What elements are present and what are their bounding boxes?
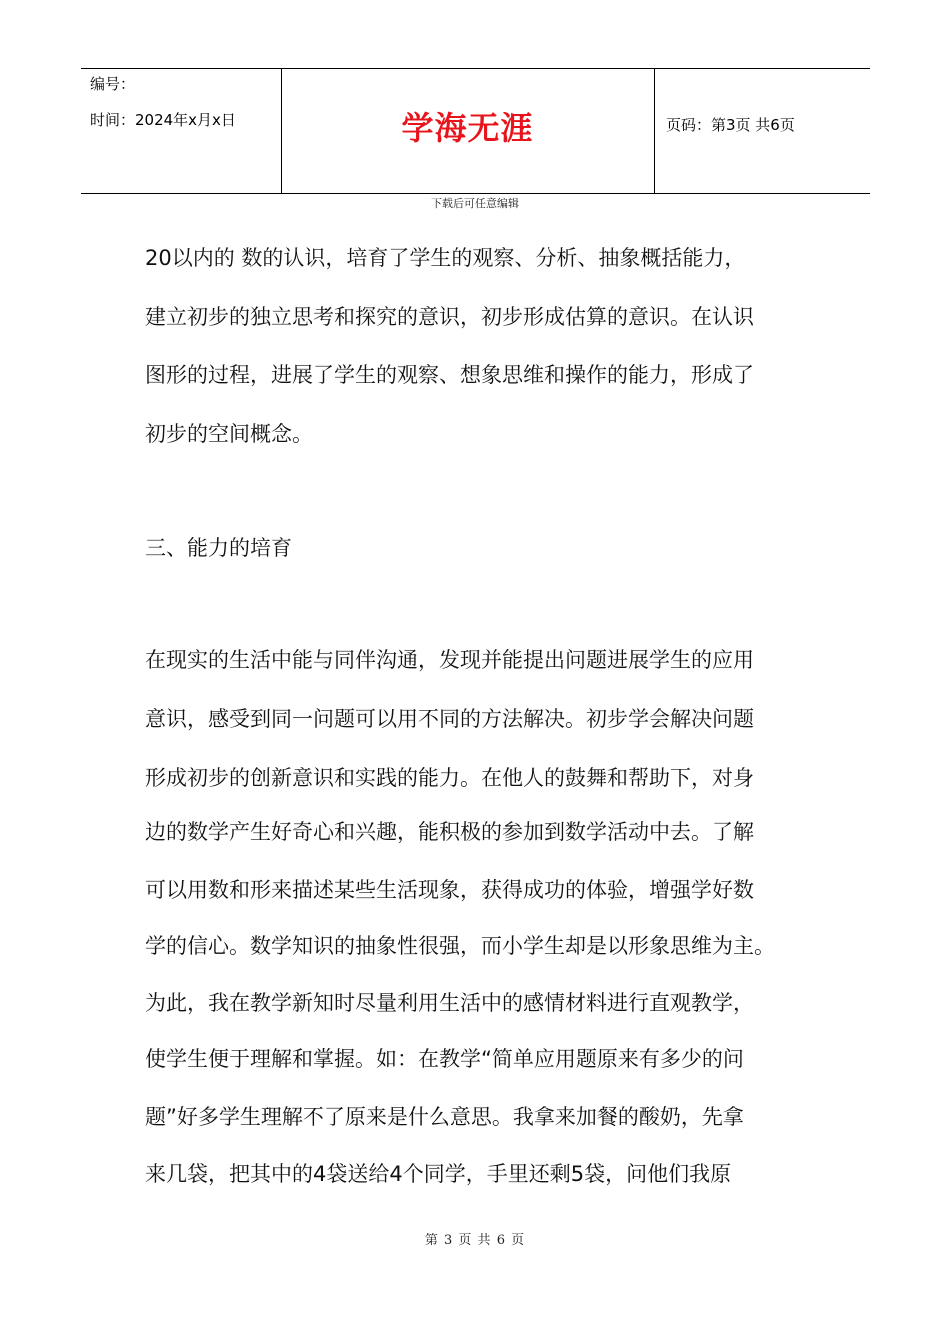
body-line: 在现实的生活中能与同伴沟通，发现并能提出问题进展学生的应用 — [145, 648, 754, 672]
body-line: 建立初步的独立思考和探究的意识，初步形成估算的意识。在认识 — [145, 305, 754, 329]
section-heading: 三、能力的培育 — [145, 536, 292, 560]
body-line: 使学生便于理解和掌握。如：在教学“简单应用题原来有多少的问 — [145, 1047, 744, 1071]
edit-note: 下载后可任意编辑 — [431, 197, 519, 210]
body-line: 为此，我在教学新知时尽量利用生活中的感情材料进行直观教学， — [145, 991, 754, 1015]
body-line: 图形的过程，进展了学生的观察、想象思维和操作的能力，形成了 — [145, 363, 754, 387]
page-footer: 第 3 页 共 6 页 — [424, 1233, 526, 1248]
body-line: 学的信心。数学知识的抽象性很强，而小学生却是以形象思维为主。 — [145, 934, 775, 958]
body-line: 题”好多学生理解不了原来是什么意思。我拿来加餐的酸奶，先拿 — [145, 1105, 744, 1129]
header-title: 学海无涯 — [401, 109, 534, 147]
body-line: 来几袋，把其中的4袋送给4个同学，手里还剩5袋，问他们我原 — [145, 1162, 732, 1186]
document-time-label: 时间：2024年x月x日 — [90, 111, 236, 129]
header-divider-right — [654, 69, 655, 193]
body-line: 可以用数和形来描述某些生活现象，获得成功的体验，增强学好数 — [145, 878, 754, 902]
header-page-label: 页码：第3页 共6页 — [666, 116, 795, 134]
body-line: 20以内的 数的认识，培育了学生的观察、分析、抽象概括能力， — [145, 246, 746, 270]
header-table — [81, 68, 870, 194]
body-line: 初步的空间概念。 — [145, 422, 313, 446]
body-line: 边的数学产生好奇心和兴趣，能积极的参加到数学活动中去。了解 — [145, 820, 754, 844]
body-line: 意识，感受到同一问题可以用不同的方法解决。初步学会解决问题 — [145, 707, 754, 731]
document-code-label: 编号： — [90, 75, 136, 93]
body-line: 形成初步的创新意识和实践的能力。在他人的鼓舞和帮助下，对身 — [145, 766, 754, 790]
